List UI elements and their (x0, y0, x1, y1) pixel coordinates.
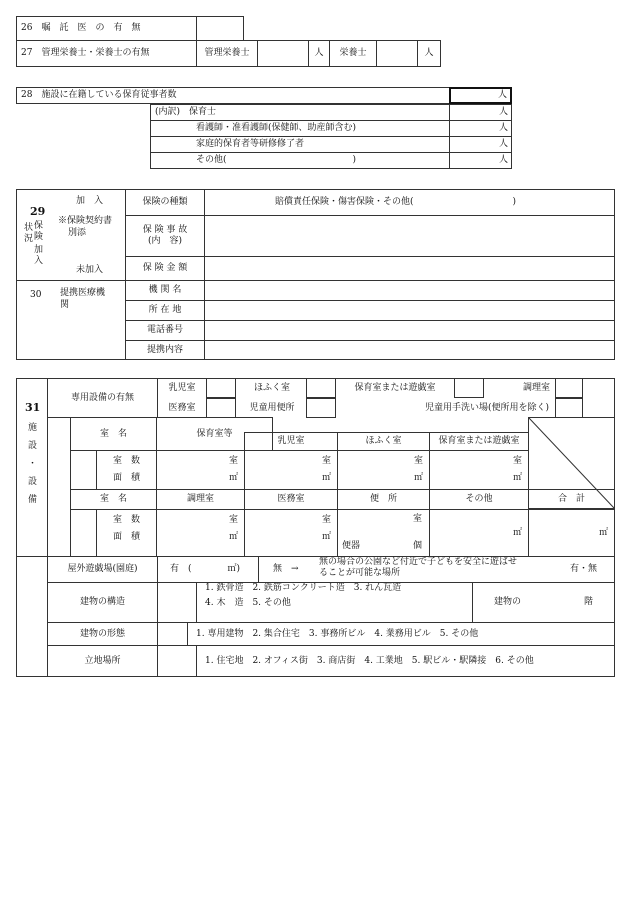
s29-accident-input[interactable] (204, 215, 615, 257)
s28-label: 28 施設に在籍している保育従事者数 (16, 87, 450, 104)
s31-structure-opt2: 4. 木 造 5. その他 (205, 598, 291, 608)
s31-t1-col-hofuku: ほふく室 (337, 432, 430, 451)
s29-amount-label: 保 険 金 額 (125, 256, 205, 281)
s31-location-blank (157, 645, 197, 677)
s31-structure-floor-label: 建物の (494, 597, 522, 607)
s31-t2-imu-input[interactable] (244, 509, 338, 557)
s31-top-hoiku-yugi-input[interactable] (454, 378, 484, 398)
s31-t1-hoikuyugi-unit-room: 室 (512, 456, 522, 466)
s28-row-other-input[interactable]: 人 (449, 152, 512, 169)
s29-note2: 別添 (68, 228, 87, 238)
s31-top-chori-input[interactable] (555, 378, 583, 398)
s31-t1-hoiku-input[interactable] (156, 450, 245, 490)
s29-note1: ※保険契約書 (58, 216, 113, 226)
s30-number: 30 (30, 290, 42, 300)
s27-eiyo-label: 栄養士 (329, 40, 377, 67)
s31-t2-benjo-unit-room: 室 (413, 514, 423, 524)
s31-form-blank (157, 622, 188, 646)
s29-accident-l1: 保 険 事 故 (142, 225, 188, 235)
s31-number: 31 (25, 401, 41, 414)
s31-t2-other-input[interactable]: ㎡ (429, 509, 529, 557)
s31-t2-chori-unit-area: ㎡ (228, 532, 238, 542)
s31-t2-benki-unit: 個 (413, 541, 423, 551)
s31-t1-nyuji-input[interactable] (244, 450, 338, 490)
s27-kanri-input[interactable] (257, 40, 309, 67)
s30-row-phone-input[interactable] (204, 320, 615, 341)
s31-structure-label: 建物の構造 (47, 582, 158, 623)
s31-form-options[interactable]: 1. 専用建物 2. 集合住宅 3. 事務所ビル 4. 業務用ビル 5. その他 (187, 622, 615, 646)
s28-row-nurse: 看護師・准看護師(保健師、助産師含む) (196, 123, 357, 133)
s28-row-katei-input[interactable]: 人 (449, 136, 512, 153)
s31-location-label: 立地場所 (47, 645, 158, 677)
s31-t1-area-label: 面 積 (112, 473, 140, 483)
s29-vlabel-b: 加入 (32, 244, 42, 266)
s26-label: 26 嘱 託 医 の 有 無 (16, 16, 197, 41)
s31-top-nyuji-input[interactable] (206, 378, 236, 398)
s31-t2-benki-label: 便器 (342, 541, 361, 551)
s29-kind-value[interactable]: 賠償責任保険・傷害保険・その他( ) (204, 189, 615, 216)
s31-structure-opt1: 1. 鉄骨造 2. 鉄筋コンクリート造 3. れん瓦造 (205, 583, 402, 593)
s29-vlabel-c: 状況 (22, 222, 32, 244)
s31-t1-blank (70, 450, 97, 490)
s31-dedicated-label: 専用設備の有無 (47, 378, 158, 418)
s29-accident-label (125, 215, 205, 257)
s31-top-jido-benjo-input[interactable] (306, 398, 336, 418)
s26-input[interactable] (196, 16, 244, 41)
s31-t2-blank (70, 509, 97, 557)
s31-top-jido-benjo: 児童用便所 (249, 402, 295, 413)
s30-label1: 提携医療機 (60, 288, 106, 298)
s29-joined[interactable]: 加 入 (76, 196, 104, 206)
s27-kanri-label: 管理栄養士 (196, 40, 258, 67)
s31-t1-col-hoiku: 保育室または遊戯室 (429, 432, 529, 451)
s31-structure-floor-unit: 階 (584, 597, 594, 607)
s31-location-options[interactable]: 1. 住宅地 2. オフィス街 3. 商店街 4. 工業地 5. 駅ビル・駅隣接 6. その他 (196, 645, 615, 677)
s29-accident-l2: (内 容) (147, 236, 183, 246)
s28-row-hoikushi: (内訳) 保育士 (150, 104, 450, 121)
s31-outdoor-yn[interactable]: 有・無 (570, 564, 598, 574)
s31-t2-imu-unit-room: 室 (321, 515, 331, 525)
s29-number: 29 (30, 205, 46, 218)
s31-t1-count-label: 室 数 (112, 456, 140, 466)
s27-label: 27 管理栄養士・栄養士の有無 (16, 40, 197, 67)
s31-t2-col-benjo: 便 所 (337, 489, 430, 510)
s31-top-hofuku: ほふく室 (253, 382, 290, 393)
s31-top-hofuku-input[interactable] (306, 378, 336, 398)
s31-top-nyuji: 乳児室 (168, 382, 196, 393)
s31-t1-nyuji-unit-area: ㎡ (321, 473, 331, 483)
s28-total-input[interactable]: 人 (449, 87, 512, 104)
s31-t2-rowlabels (96, 509, 157, 557)
s31-t2-room-name: 室 名 (70, 489, 157, 510)
s31-t2-col-chori: 調理室 (156, 489, 245, 510)
s31-outdoor-label: 屋外遊戯場(園庭) (47, 556, 158, 583)
s31-top-tearai: 児童用手洗い場(便所用を除く) (424, 402, 549, 413)
s31-top-hoiku-yugi: 保育室または遊戯室 (354, 382, 436, 393)
s31-t2-area-label: 面 積 (112, 532, 140, 542)
s28-row-nurse-input[interactable]: 人 (449, 120, 512, 137)
s31-t1-hoiku-unit-room: 室 (228, 456, 238, 466)
s31-t1-hofuku-unit-room: 室 (413, 456, 423, 466)
s31-t1-hoikushitsu: 保育室等 (156, 417, 273, 451)
s30-row-name-label: 機 関 名 (125, 280, 205, 301)
s31-top-chori: 調理室 (522, 382, 550, 393)
s31-outdoor-desc1: 無の場合の公園など付近で子どもを安全に遊ばせ (319, 557, 518, 567)
s31-t2-count-label: 室 数 (112, 515, 140, 525)
s27-eiyo-unit: 人 (417, 40, 441, 67)
s31-t1-rowlabels (96, 450, 157, 490)
s28-row-hoikushi-input[interactable]: 人 (449, 104, 512, 121)
s31-t1-room-name: 室 名 (70, 417, 157, 451)
s31-t2-imu-unit-area: ㎡ (321, 532, 331, 542)
s31-t2-chori-input[interactable] (156, 509, 245, 557)
s31-t1-hofuku-input[interactable] (337, 450, 430, 490)
s31-t2-total-input[interactable]: ㎡ (528, 509, 615, 557)
s30-row-content-label: 提携内容 (125, 340, 205, 360)
s31-top-imu: 医務室 (168, 402, 196, 413)
s31-t2-col-total: 合 計 (528, 489, 615, 510)
s31-t1-hoiku-unit-area: ㎡ (228, 473, 238, 483)
s31-t1-col-nyuji: 乳児室 (244, 432, 338, 451)
s28-row-katei: 家庭的保育者等研修修了者 (196, 139, 305, 149)
s31-top-imu-input[interactable] (206, 398, 236, 418)
s29-kind-label: 保険の種類 (125, 189, 205, 216)
s29-amount-input[interactable] (204, 256, 615, 281)
s31-outdoor-no[interactable]: 無 → (258, 556, 316, 583)
s31-t2-chori-unit-room: 室 (228, 515, 238, 525)
s30-row-address-label: 所 在 地 (125, 300, 205, 321)
s31-outdoor-yes[interactable]: 有 ( ㎡) (157, 556, 259, 583)
s27-eiyo-input[interactable] (376, 40, 418, 67)
s29-vlabel-a: 保険 (32, 220, 42, 242)
s31-structure-options[interactable] (196, 582, 473, 623)
s31-t2-col-other: その他 (429, 489, 529, 510)
s31-t1-nyuji-unit-room: 室 (321, 456, 331, 466)
s31-structure-blank (157, 582, 197, 623)
s30-row-name-input[interactable] (204, 280, 615, 301)
s31-t1-hofuku-unit-area: ㎡ (413, 473, 423, 483)
s31-t1-hoikuyugi-unit-area: ㎡ (512, 473, 522, 483)
s27-kanri-unit: 人 (308, 40, 330, 67)
s30-row-address-input[interactable] (204, 300, 615, 321)
s31-t2-col-imu: 医務室 (244, 489, 338, 510)
s31-t1-hoikuyugi-input[interactable] (429, 450, 529, 490)
s31-form-label: 建物の形態 (47, 622, 158, 646)
s30-row-phone-label: 電話番号 (125, 320, 205, 341)
s31-top-tearai-input[interactable] (555, 398, 583, 418)
s29-not-joined[interactable]: 未加入 (76, 265, 104, 275)
s30-label2: 関 (60, 300, 70, 310)
s28-row-other: その他( ) (196, 155, 357, 165)
s31-vlabel: 施設・設備 (26, 422, 36, 512)
s30-row-content-input[interactable] (204, 340, 615, 360)
s31-outdoor-desc2: ることが可能な場所 (319, 568, 401, 578)
